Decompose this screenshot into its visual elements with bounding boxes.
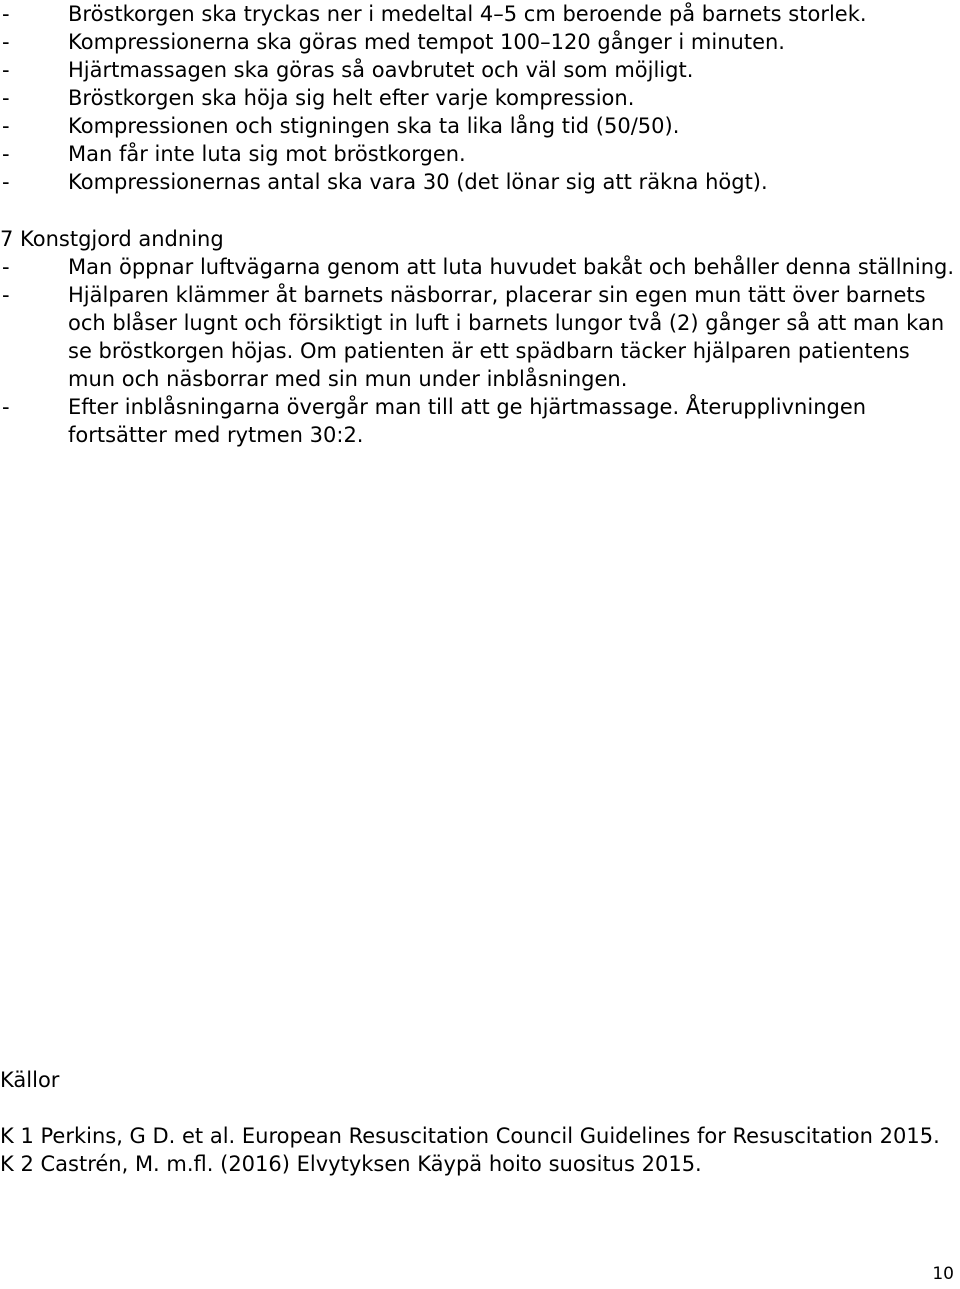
section-heading: 7 Konstgjord andning (0, 227, 224, 251)
list-item-text: Hjälparen klämmer åt barnets näsborrar, placerar sin egen mun tätt över barnets och blåser lugnt och försiktigt in luft i barnets lungor två (2) gånger så att man kan se bröstkorgen höjas. Om patienten är ett spädbarn täcker hjälparen patientens mun och näsborrar med sin mun under inblåsningen. (68, 283, 945, 391)
bullet-dash: - (2, 114, 10, 138)
respiration-bullet-list (0, 253, 960, 449)
list-item-text: Efter inblåsningarna övergår man till att ge hjärtmassage. Återupplivningen fortsätter med rytmen 30:2. (68, 395, 867, 447)
list-item-text: Kompressionerna ska göras med tempot 100–120 gånger i minuten. (68, 30, 785, 54)
bullet-dash: - (2, 142, 10, 166)
page-number: 10 (932, 1264, 954, 1284)
list-item-text: Bröstkorgen ska höja sig helt efter varje kompression. (68, 86, 635, 110)
list-item (0, 112, 960, 140)
list-item (0, 56, 960, 84)
sources-heading: Källor (0, 1068, 60, 1092)
list-item (0, 0, 960, 28)
list-item-text: Man öppnar luftvägarna genom att luta huvudet bakåt och behåller denna ställning. (68, 255, 955, 279)
reference-item: K 1 Perkins, G D. et al. European Resuscitation Council Guidelines for Resuscitation 2015. (0, 1124, 940, 1148)
list-item-text: Kompressionernas antal ska vara 30 (det lönar sig att räkna högt). (68, 170, 768, 194)
list-item (0, 84, 960, 112)
section-artificial-respiration (0, 225, 960, 449)
list-item-text: Bröstkorgen ska tryckas ner i medeltal 4–5 cm beroende på barnets storlek. (68, 2, 867, 26)
bullet-dash: - (2, 58, 10, 82)
list-item-text: Man får inte luta sig mot bröstkorgen. (68, 142, 466, 166)
bullet-dash: - (2, 86, 10, 110)
bullet-dash: - (2, 395, 10, 419)
compression-instructions (0, 0, 960, 196)
list-item (0, 253, 960, 281)
list-item-text: Hjärtmassagen ska göras så oavbrutet och väl som möjligt. (68, 58, 694, 82)
reference-item: K 2 Castrén, M. m.fl. (2016) Elvytyksen Käypä hoito suositus 2015. (0, 1152, 702, 1176)
list-item (0, 168, 960, 196)
sources-section (0, 1066, 960, 1094)
list-item (0, 140, 960, 168)
bullet-dash: - (2, 255, 10, 279)
compression-bullet-list (0, 0, 960, 196)
list-item (0, 28, 960, 56)
list-item (0, 281, 960, 393)
bullet-dash: - (2, 2, 10, 26)
list-item (0, 393, 960, 449)
bullet-dash: - (2, 30, 10, 54)
bullet-dash: - (2, 170, 10, 194)
list-item-text: Kompressionen och stigningen ska ta lika lång tid (50/50). (68, 114, 680, 138)
reference-list (0, 1122, 960, 1178)
bullet-dash: - (2, 283, 10, 307)
